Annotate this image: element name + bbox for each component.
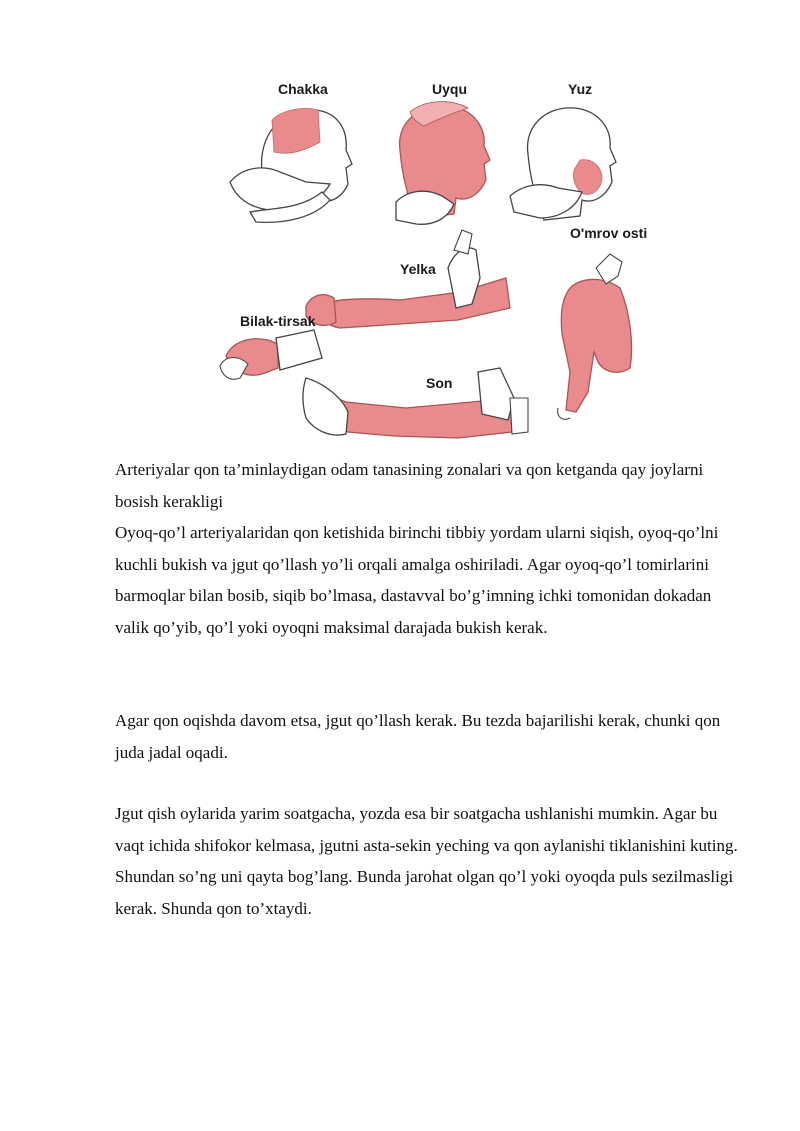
- paragraph-text: Agar qon oqishda davom etsa, jgut qo’llash kerak. Bu tezda bajarilishi kerak, chunki qon juda jadal oqadi.: [115, 711, 721, 762]
- carotid-head-drawing: [396, 102, 490, 225]
- paragraph-tourniquet: [115, 705, 745, 768]
- temple-head-drawing: [230, 108, 352, 222]
- face-head-drawing: [510, 108, 616, 220]
- shoulder-arm-drawing: [306, 230, 510, 328]
- subclavian-torso-drawing: [558, 254, 632, 419]
- forearm-elbow-drawing: [220, 330, 322, 379]
- pressure-points-illustration: [210, 72, 650, 442]
- pressure-points-svg: [210, 72, 650, 442]
- label-shoulder: Yelka: [400, 261, 436, 277]
- paragraph-text: Oyoq-qo’l arteriyalaridan qon ketishida birinchi tibbiy yordam ularni siqish, oyoq-qo’lni kuchli bukish va jgut qo’llash yo’li orqali amalga oshiriladi. Agar oyoq-qo’l tomirlarini barmoqlar bilan bosib, siqib bo’lmasa, dastavval bo’g’imning ichki tomonidan dokadan valik qo’yib, qo’l yoki oyoqni maksimal darajada bukish kerak.: [115, 523, 719, 637]
- figure-caption: [115, 454, 745, 517]
- label-carotid: Uyqu: [432, 81, 467, 97]
- paragraph-tourniquet-duration: [115, 798, 745, 924]
- label-thigh: Son: [426, 375, 453, 391]
- label-temple: Chakka: [278, 81, 328, 97]
- thigh-leg-drawing: [303, 368, 528, 438]
- label-subclavian: O'mrov osti: [570, 225, 648, 241]
- label-forearm-elbow: Bilak-tirsak: [240, 313, 316, 329]
- label-face: Yuz: [568, 81, 593, 97]
- caption-text: Arteriyalar qon ta’minlaydigan odam tanasining zonalari va qon ketganda qay joylarni bosish kerakligi: [115, 460, 704, 511]
- paragraph-text: Jgut qish oylarida yarim soatgacha, yozda esa bir soatgacha ushlanishi mumkin. Agar bu vaqt ichida shifokor kelmasa, jgutni asta-sekin yeching va qon aylanishi tiklanishini kuting. Shundan so’ng uni qayta bog’lang. Bunda jarohat olgan qo’l yoki oyoqda puls sezilmasligi kerak. Shunda qon to’xtaydi.: [115, 804, 738, 918]
- paragraph-first-aid: [115, 517, 745, 643]
